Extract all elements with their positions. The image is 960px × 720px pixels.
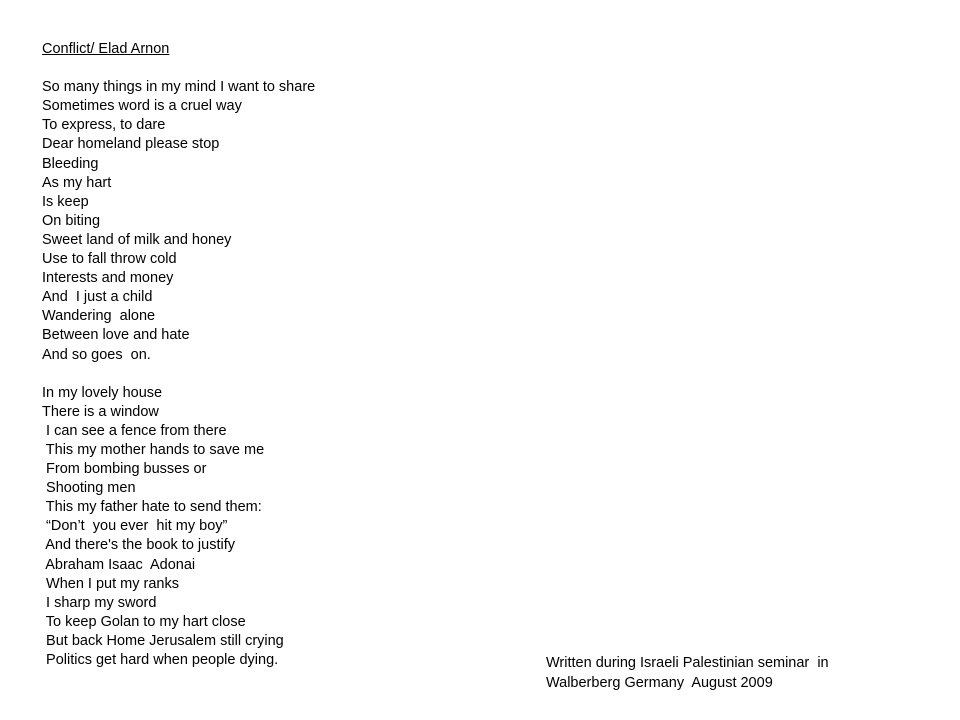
poem-line: Wandering alone — [42, 308, 156, 325]
poem-line: Is keep — [42, 193, 89, 210]
stanza-1 — [42, 78, 522, 364]
poem-text — [42, 40, 522, 670]
poem-line: Shooting men — [42, 480, 136, 497]
footer-line: Walberberg Germany August 2009 — [546, 674, 773, 691]
poem-line: In my lovely house — [42, 384, 163, 401]
poem-line: Politics get hard when people dying. — [42, 652, 279, 668]
poem-line: Sweet land of milk and honey — [42, 231, 232, 248]
poem-line: To express, to dare — [42, 117, 166, 134]
poem-line: “Don’t you ever hit my boy” — [42, 518, 228, 535]
poem-line: And there's the book to justify — [42, 537, 235, 554]
poem-line: But back Home Jerusalem still crying — [42, 632, 284, 649]
poem-line: Use to fall throw cold — [42, 251, 177, 268]
poem-line: To keep Golan to my hart close — [42, 613, 246, 630]
stanza-2 — [42, 384, 522, 670]
poem-line: Interests and money — [42, 270, 174, 287]
poem-title: Conflict/ Elad Arnon — [42, 41, 170, 57]
poem-line: When I put my ranks — [42, 575, 179, 592]
poem-line: Between love and hate — [42, 327, 190, 344]
poem-line: I sharp my sword — [42, 594, 157, 611]
poem-line: Sometimes word is a cruel way — [42, 98, 242, 115]
poem-line: This my father hate to send them: — [42, 499, 262, 516]
footer-note — [546, 654, 946, 693]
poem-line: There is a window — [42, 403, 159, 420]
poem-line: Bleeding — [42, 155, 99, 172]
poem-line: I can see a fence from there — [42, 422, 227, 439]
poem-line: And so goes on. — [42, 346, 151, 363]
poem-line: On biting — [42, 212, 101, 229]
poem-line: Dear homeland please stop — [42, 136, 220, 153]
poem-line: As my hart — [42, 174, 112, 191]
poem-line: From bombing busses or — [42, 461, 207, 478]
poem-line: And I just a child — [42, 289, 153, 306]
stanza-gap — [42, 365, 522, 384]
stanza-gap — [42, 59, 522, 78]
poem-line: Abraham Isaac Adonai — [42, 556, 196, 573]
poem-line: So many things in my mind I want to share — [42, 79, 316, 96]
poem-line: This my mother hands to save me — [42, 441, 265, 458]
footer-line: Written during Israeli Palestinian seminar in — [546, 655, 829, 671]
